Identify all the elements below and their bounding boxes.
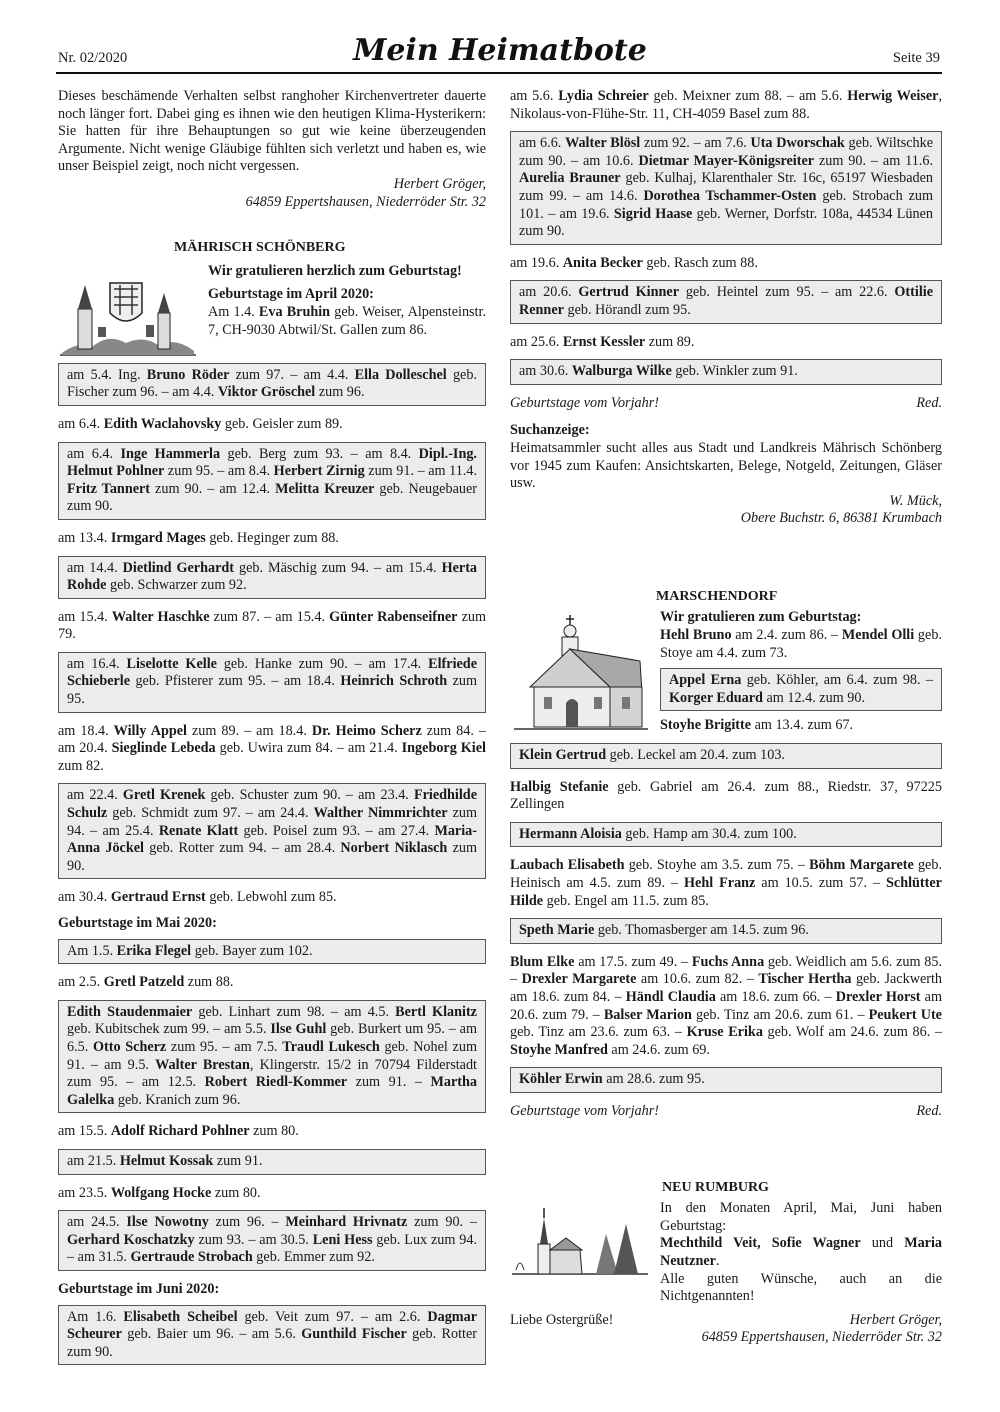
person-name: Bertl Klanitz xyxy=(395,1003,477,1020)
entry-text: , Klingerstr. 15/2 in 70794 Filderstadt zum 95. – am 12.5. xyxy=(67,1056,477,1091)
boxed-birthday-entry xyxy=(58,1210,486,1271)
entry-text: geb. Kranich zum 96. xyxy=(114,1091,241,1108)
person-name: Liselotte Kelle xyxy=(126,655,217,672)
person-name: Bruno Röder xyxy=(146,366,230,383)
entry-text: am 5.6. xyxy=(510,88,559,104)
entry-text: geb. Schwarzer zum 92. xyxy=(106,577,247,594)
person-name: Leni Hess xyxy=(312,1231,373,1248)
person-name: Heinrich Schroth xyxy=(340,673,448,690)
person-name: Sieglinde Lebeda xyxy=(111,740,216,757)
ms-red-signature: Red. xyxy=(916,394,942,411)
ms-june-heading: Geburtstage im Juni 2020: xyxy=(58,1280,220,1297)
entry-text: am 13.4. zum 67. xyxy=(751,717,854,734)
boxed-birthday-entry xyxy=(510,743,942,769)
nr-signature-name: Herbert Gröger, xyxy=(849,1311,942,1328)
entry-text: am 28.6. zum 95. xyxy=(602,1071,705,1088)
person-name: Aurelia Brauner xyxy=(519,170,621,187)
person-name: Robert Riedl-Kommer xyxy=(204,1074,348,1091)
person-name: Böhm Margarete xyxy=(809,857,914,874)
person-name: Edith Waclahovsky xyxy=(103,415,222,432)
person-name: Fuchs Anna xyxy=(691,953,765,970)
boxed-birthday-entry xyxy=(510,359,942,385)
person-name: Dr. Heimo Scherz xyxy=(311,722,422,739)
person-name: Friedhilde Schulz xyxy=(67,787,477,822)
entry-text: am 19.6. xyxy=(510,254,563,271)
entry-text: geb. Winkler zum 91. xyxy=(671,363,798,380)
entry-text: geb. Thomasberger am 14.5. zum 96. xyxy=(594,922,809,939)
entry-text: zum 80. xyxy=(211,1184,261,1201)
boxed-birthday-entry xyxy=(58,783,486,879)
person-name: Eva Bruhin xyxy=(258,303,331,320)
person-name: Traudl Lukesch xyxy=(282,1038,380,1055)
entry-text: am 13.4. xyxy=(58,529,111,546)
boxed-birthday-entry xyxy=(58,1305,486,1366)
entry-text: am 30.6. xyxy=(519,363,572,380)
entry-text: geb. Schmidt zum 97. – am 24.4. xyxy=(107,805,314,822)
entry-text: zum 89. – am 18.4. xyxy=(187,722,312,739)
boxed-birthday-entry xyxy=(58,363,486,406)
entry-text: zum 91. – am 11.4. xyxy=(364,463,477,480)
entry-text: am 14.4. xyxy=(67,559,123,576)
person-name: Edith Staudenmaier xyxy=(67,1003,193,1020)
entry-text: geb. Engel am 11.5. zum 85. xyxy=(543,892,709,909)
person-name: Walther Nimmrichter xyxy=(313,805,448,822)
boxed-birthday-entry xyxy=(510,1067,942,1093)
person-name: Sofie Wagner xyxy=(771,1235,861,1252)
person-name: Händl Claudia xyxy=(625,988,716,1005)
search-ad-heading: Suchanzeige: xyxy=(510,422,590,439)
person-name: Otto Scherz xyxy=(92,1038,167,1055)
person-name: Drexler Margarete xyxy=(521,971,637,988)
entry-text: geb. Weidlich am 5.6. zum 85. – xyxy=(510,953,942,988)
intro-signature-address: 64859 Eppertshausen, Niederröder Str. 32 xyxy=(245,193,486,210)
entry-text: geb. Heinisch am 4.5. zum 89. – xyxy=(510,857,942,891)
entry-text: am 10.5. zum 57. – xyxy=(755,875,887,891)
entry-text: geb. Fischer zum 96. – am 4.4. xyxy=(67,366,477,401)
entry-text: Am 1.6. xyxy=(67,1308,124,1325)
person-name: Stoyhe Manfred xyxy=(510,1041,608,1058)
person-name: Dipl.-Ing. Helmut Pohlner xyxy=(67,445,477,480)
person-name: Herta Rohde xyxy=(67,559,478,594)
ms-section-intro xyxy=(58,263,486,363)
section-title-maehrisch-schoenberg: MÄHRISCH SCHÖNBERG xyxy=(174,240,346,256)
boxed-birthday-entry xyxy=(58,652,486,713)
entry-text: zum 90. – am 12.4. xyxy=(150,480,276,497)
masthead-logo xyxy=(353,26,647,70)
person-name: Ingeborg Kiel xyxy=(401,740,486,757)
person-name: Köhler Erwin xyxy=(519,1071,603,1088)
person-name: Walter Brestan xyxy=(155,1056,250,1073)
entry-text: Am 1.5. xyxy=(67,942,117,959)
entry-text: am 24.5. xyxy=(67,1214,127,1231)
entry-text: geb. Lebwohl zum 85. xyxy=(205,889,337,906)
md-vorjahr-row xyxy=(510,1103,942,1121)
md-red-signature: Red. xyxy=(916,1102,942,1119)
entry-text: zum 89. xyxy=(645,333,695,350)
md-greeting: Wir gratulieren zum Geburtstag: xyxy=(660,609,862,626)
boxed-birthday-entry xyxy=(58,939,486,965)
person-name: Hehl Bruno xyxy=(660,627,732,644)
entry-text: geb. Rotter zum 90. xyxy=(67,1326,477,1360)
entry-text: am 15.4. xyxy=(58,608,112,625)
entry-text: geb. Nohel zum 91. – am 9.5. xyxy=(67,1038,477,1073)
person-name: Ernst Kessler xyxy=(562,333,646,350)
ms-april-heading: Geburtstage im April 2020: xyxy=(208,286,374,303)
person-name: Walter Haschke xyxy=(111,608,210,625)
person-name: Irmgard Mages xyxy=(110,529,206,546)
md-after-entry xyxy=(660,717,942,735)
search-ad-text: Heimatsammler sucht alles aus Stadt und Landkreis Mährisch Schönberg vor 1945 zum Kaufen: Ansichtskarten, Belege, Notgeld, Zeitungen, Gläser usw. xyxy=(510,439,942,492)
person-name: Gerhard Koschatzky xyxy=(67,1231,195,1248)
birthday-entry xyxy=(510,779,942,814)
entry-text: geb. Stoye am 4.4. zum 73. xyxy=(660,627,942,661)
nr-greeting: Liebe Ostergrüße! xyxy=(510,1311,614,1328)
md-first-entry xyxy=(660,627,942,662)
person-name: Drexler Horst xyxy=(835,988,921,1005)
person-name: Herbert Zirnig xyxy=(273,463,365,480)
ms-june-list xyxy=(58,1305,486,1366)
person-name: Gertraude Strobach xyxy=(130,1249,253,1266)
entry-text: und xyxy=(860,1235,905,1252)
nr-names xyxy=(660,1235,942,1270)
person-name: Korger Eduard xyxy=(669,689,763,706)
ms-greeting: Wir gratulieren herzlich zum Geburtstag! xyxy=(208,262,462,279)
entry-text: am 30.4. xyxy=(58,889,111,906)
entry-text: Am 1.4. xyxy=(208,303,259,320)
entry-text: am 22.4. xyxy=(67,787,123,804)
entry-text: zum 93. – am 30.5. xyxy=(194,1231,313,1248)
entry-text: zum 91. xyxy=(213,1152,263,1169)
entry-text: geb. Pfisterer zum 95. – am 18.4. xyxy=(130,673,341,690)
md-boxed-entry xyxy=(660,668,942,711)
masthead-text: Mein Heimatbote xyxy=(353,33,647,68)
right-column xyxy=(510,88,942,1347)
person-name: Balser Marion xyxy=(603,1006,692,1023)
md-greeting-block xyxy=(660,609,942,743)
person-name: Mechthild Veit xyxy=(660,1235,758,1252)
boxed-birthday-entry xyxy=(58,442,486,520)
entry-text: zum 79. xyxy=(58,608,487,643)
person-name: Hermann Aloisia xyxy=(519,825,622,842)
page-number: Seite 39 xyxy=(892,50,940,66)
boxed-birthday-entry xyxy=(510,822,942,848)
birthday-entry xyxy=(510,255,942,273)
search-ad-name: W. Mück, xyxy=(889,492,942,509)
entry-text: geb. Kubitschek zum 99. – am 5.5. xyxy=(67,1021,271,1038)
md-vorjahr-note: Geburtstage vom Vorjahr! xyxy=(510,1102,659,1119)
person-name: Willy Appel xyxy=(113,722,187,739)
header-rule xyxy=(56,72,942,74)
boxed-birthday-entry xyxy=(58,1149,486,1175)
village-illustration-icon xyxy=(510,1200,650,1282)
entry-text: am 2.4. zum 86. – xyxy=(731,627,842,644)
entry-text: am 2.5. xyxy=(58,974,104,991)
entry-text: geb. Uwira zum 84. – am 21.4. xyxy=(215,740,402,757)
ms-may-heading: Geburtstage im Mai 2020: xyxy=(58,915,217,931)
person-name: Renate Klatt xyxy=(158,822,239,839)
entry-text: geb. Rotter zum 94. – am 28.4. xyxy=(143,840,341,857)
person-name: Laubach Elisabeth xyxy=(510,857,625,874)
entry-text: geb. Werner, Dorfstr. 108a, 44534 Lünen zum 90. xyxy=(519,205,933,240)
entry-text: geb. Gabriel am 26.4. zum 88., Riedstr. 37, 97225 Zellingen xyxy=(510,778,942,813)
entry-text: geb. Rasch zum 88. xyxy=(642,254,758,271)
nr-wishes: Alle guten Wünsche, auch an die Nichtgenannten! xyxy=(660,1270,942,1305)
person-name: Dorothea Tschammer-Osten xyxy=(643,187,817,204)
entry-text: zum 80. xyxy=(249,1123,299,1140)
person-name: Appel Erna xyxy=(669,672,742,689)
entry-text: geb. Heginger zum 88. xyxy=(205,529,339,546)
person-name: Maria Neutzner xyxy=(660,1235,943,1269)
entry-text: geb. Burkert um 95. – am 6.5. xyxy=(67,1021,477,1055)
person-name: Martha Galelka xyxy=(67,1074,477,1108)
entry-text: zum 96. – xyxy=(208,1214,286,1231)
entry-text: geb. Weiser, Alpensteinstr. 7, CH-9030 Abtwil/St. Gallen zum 86. xyxy=(208,303,486,338)
person-name: Walter Blösl xyxy=(565,135,641,152)
person-name: Anita Becker xyxy=(562,254,643,271)
entry-text: geb. Lux zum 94. – am 31.5. xyxy=(67,1231,478,1266)
entry-text: geb. Stoyhe am 3.5. zum 75. – xyxy=(624,857,810,874)
entry-text: geb. Jackwerth am 18.6. zum 84. – xyxy=(510,971,943,1005)
person-name: Peukert Ute xyxy=(868,1006,942,1023)
entry-text: am 5.4. Ing. xyxy=(67,366,147,383)
entry-text: am 18.4. xyxy=(58,722,114,739)
intro-paragraph: Dieses beschämende Verhalten selbst ranghoher Kirchenvertreter dauerte noch länger fort. Dabei ging es ihnen wie den heutigen Klima-Hysterikern: Sie hatten für ihre Behauptungen so gut wie keine überzeugenden Argumente. Nicht wenige Gläubige fühlten sich verletzt und haben es, wie unser Beispiel zeigt, noch nicht vergessen. xyxy=(58,88,486,175)
person-name: Melitta Kreuzer xyxy=(275,480,375,497)
person-name: Wolfgang Hocke xyxy=(110,1184,212,1201)
entry-text: geb. Hamp am 30.4. zum 100. xyxy=(621,825,797,842)
birthday-entry xyxy=(58,723,486,776)
entry-text: , Nikolaus-von-Flühe-Str. 11, CH-4059 Basel zum 88. xyxy=(510,88,942,122)
person-name: Meinhard Hrivnatz xyxy=(285,1214,408,1231)
person-name: Adolf Richard Pohlner xyxy=(110,1123,250,1140)
person-name: Uta Dworschak xyxy=(750,135,845,152)
person-name: Günter Rabenseifner xyxy=(329,608,458,625)
entry-text: geb. Hörandl zum 95. xyxy=(563,301,691,318)
person-name: , xyxy=(757,1235,772,1252)
entry-text: geb. Emmer zum 92. xyxy=(252,1249,375,1266)
person-name: Ella Dolleschel xyxy=(354,366,447,383)
birthday-entry xyxy=(58,889,486,907)
entry-text: zum 95. – am 8.4. xyxy=(164,463,274,480)
section-title-marschendorf: MARSCHENDORF xyxy=(656,588,778,604)
person-name: Gertrud Kinner xyxy=(578,284,679,301)
entry-text: geb. Bayer zum 102. xyxy=(191,942,313,959)
entry-text: zum 87. – am 15.4. xyxy=(209,608,330,625)
entry-text: am 6.4. xyxy=(67,445,121,462)
town-illustration-icon xyxy=(58,263,198,363)
entry-text: zum 91. – xyxy=(347,1074,431,1091)
entry-text: zum 90. – xyxy=(407,1214,477,1231)
entry-text: am 20.6. zum 79. – xyxy=(510,988,942,1023)
nr-section xyxy=(510,1200,942,1312)
person-name: Klein Gertrud xyxy=(519,747,607,764)
entry-text: zum 88. xyxy=(184,974,234,991)
birthday-entry xyxy=(58,416,486,434)
entry-text: am 25.6. xyxy=(510,333,563,350)
person-name: Dagmar Scheurer xyxy=(67,1308,478,1343)
birthday-entry xyxy=(510,857,942,910)
entry-text: geb. Leckel am 20.4. zum 103. xyxy=(606,747,785,764)
entry-text: am 12.4. zum 90. xyxy=(762,689,865,706)
birthday-entry xyxy=(58,974,486,992)
entry-text: am 6.6. xyxy=(519,135,566,152)
search-ad-address: Obere Buchstr. 6, 86381 Krumbach xyxy=(740,510,942,527)
entry-text: am 20.6. xyxy=(519,284,579,301)
nr-signature-address: 64859 Eppertshausen, Niederröder Str. 32 xyxy=(701,1329,942,1346)
person-name: Helmut Kossak xyxy=(119,1152,214,1169)
entry-text: geb. Geisler zum 89. xyxy=(221,415,343,432)
entry-text: zum 90. xyxy=(67,840,477,874)
entry-text: geb. Baier um 96. – am 5.6. xyxy=(121,1326,302,1343)
entry-text: geb. Neugebauer zum 90. xyxy=(67,480,477,515)
person-name: Stoyhe Brigitte xyxy=(660,717,752,734)
boxed-birthday-entry xyxy=(510,131,942,245)
person-name: Fritz Tannert xyxy=(67,480,151,497)
entry-text: zum 82. xyxy=(58,757,104,774)
person-name: Schlütter Hilde xyxy=(510,875,942,909)
entry-text: geb. Berg zum 93. – am 8.4. xyxy=(220,445,419,462)
section-title-neu-rumburg: NEU RUMBURG xyxy=(662,1179,769,1195)
person-name: Elisabeth Scheibel xyxy=(123,1308,238,1325)
person-name: Hehl Franz xyxy=(684,875,756,891)
nr-closing-row xyxy=(510,1312,942,1330)
person-name: Maria-Anna Jöckel xyxy=(67,822,477,857)
issue-number: Nr. 02/2020 xyxy=(58,50,128,66)
birthday-entry xyxy=(58,1123,486,1141)
birthday-entry xyxy=(58,1185,486,1203)
person-name: Blum Elke xyxy=(510,953,575,970)
person-name: Norbert Niklasch xyxy=(340,840,448,857)
nr-text xyxy=(660,1200,942,1312)
boxed-birthday-entry xyxy=(510,918,942,944)
person-name: Ottilie Renner xyxy=(519,284,933,318)
md-section-intro xyxy=(510,609,942,743)
entry-text: am 15.5. xyxy=(58,1123,111,1140)
boxed-birthday-entry xyxy=(58,556,486,599)
entry-text: zum 90. – am 11.6. xyxy=(814,152,933,169)
entry-text: geb. Tinz am 20.6. zum 61. – xyxy=(691,1006,869,1023)
entry-text: zum 95. – am 7.5. xyxy=(166,1038,283,1055)
entry-text: geb. Heintel zum 95. – am 22.6. xyxy=(679,284,895,301)
ms-april-first-entry xyxy=(208,304,486,339)
entry-text: geb. Veit zum 97. – am 2.6. xyxy=(237,1308,428,1325)
entry-text: geb. Mäschig zum 94. – am 15.4. xyxy=(234,559,442,576)
entry-text: geb. Schuster zum 90. – am 23.4. xyxy=(205,787,414,804)
entry-text: zum 94. – am 25.4. xyxy=(67,805,477,839)
person-name: Walburga Wilke xyxy=(571,363,672,380)
person-name: Viktor Gröschel xyxy=(217,384,316,401)
entry-text: am 23.5. xyxy=(58,1184,111,1201)
entry-text: zum 84. – am 20.4. xyxy=(58,722,486,757)
entry-text: zum 96. xyxy=(315,384,365,401)
left-column xyxy=(58,88,486,1375)
entry-text: geb. Tinz am 23.6. zum 63. – xyxy=(510,1024,687,1041)
boxed-birthday-entry xyxy=(58,1000,486,1114)
entry-text: am 6.4. xyxy=(58,415,104,432)
ms-april-intro xyxy=(208,263,486,363)
md-list xyxy=(510,743,942,1093)
person-name: Gunthild Fischer xyxy=(301,1326,407,1343)
entry-text: . xyxy=(715,1252,720,1269)
person-name: Mendel Olli xyxy=(841,627,915,644)
person-name: Tischer Hertha xyxy=(758,971,852,988)
person-name: Herwig Weiser xyxy=(847,88,939,104)
entry-text: am 16.4. xyxy=(67,655,127,672)
person-name: Ilse Nowotny xyxy=(126,1214,209,1231)
entry-text: am 24.6. zum 69. xyxy=(607,1041,710,1058)
entry-text: zum 92. – am 7.6. xyxy=(640,135,751,152)
person-name: Ilse Guhl xyxy=(270,1021,327,1038)
entry-text: geb. Poisel zum 93. – am 27.4. xyxy=(238,822,435,839)
person-name: Halbig Stefanie xyxy=(510,778,609,795)
ms-vorjahr-row xyxy=(510,395,942,413)
entry-text: geb. Kulhaj, Klarenthaler Str. 16c, 65197 Wiesbaden zum 99. – am 14.6. xyxy=(519,170,933,204)
entry-text: zum 97. – am 4.4. xyxy=(229,366,355,383)
person-name: Inge Hammerla xyxy=(120,445,221,462)
entry-text: zum 95. xyxy=(67,673,478,708)
person-name: Erika Flegel xyxy=(116,942,192,959)
birthday-entry xyxy=(510,954,942,1060)
ms-may-list xyxy=(58,939,486,1271)
person-name: Speth Marie xyxy=(519,922,595,939)
entry-text: geb. Hanke zum 90. – am 17.4. xyxy=(216,655,429,672)
entry-text: geb. Wolf am 24.6. zum 86. – xyxy=(762,1024,942,1041)
ms-june-continued-list xyxy=(510,88,942,385)
birthday-entry xyxy=(58,530,486,548)
person-name: Gertraud Ernst xyxy=(110,889,206,906)
entry-text: geb. Meixner zum 88. – am 5.6. xyxy=(648,88,848,104)
entry-text: geb. Linhart zum 98. – am 4.5. xyxy=(192,1003,396,1020)
entry-text: geb. Strobach zum 101. – am 19.6. xyxy=(519,187,933,222)
person-name: Sigrid Haase xyxy=(613,205,693,222)
entry-text: am 17.5. zum 49. – xyxy=(574,953,692,970)
entry-text: am 10.6. zum 82. – xyxy=(636,971,759,988)
ms-april-list xyxy=(58,363,486,907)
ms-vorjahr-note: Geburtstage vom Vorjahr! xyxy=(510,394,659,411)
person-name: Gretl Krenek xyxy=(122,787,206,804)
person-name: Dietmar Mayer-Königsreiter xyxy=(638,152,815,169)
birthday-entry xyxy=(510,334,942,352)
boxed-birthday-entry xyxy=(510,280,942,323)
person-name: Gretl Patzeld xyxy=(103,974,185,991)
person-name: Kruse Erika xyxy=(686,1024,763,1041)
nr-intro: In den Monaten April, Mai, Juni haben Geburtstag: xyxy=(660,1200,942,1234)
person-name: Elfriede Schieberle xyxy=(67,655,477,690)
person-name: Lydia Schreier xyxy=(558,88,649,104)
entry-text: am 18.6. zum 66. – xyxy=(715,988,836,1005)
church-illustration-icon xyxy=(510,609,650,739)
person-name: Dietlind Gerhardt xyxy=(122,559,235,576)
birthday-entry xyxy=(510,88,942,123)
entry-text: geb. Köhler, am 6.4. zum 98. – xyxy=(741,672,933,689)
entry-text: am 21.5. xyxy=(67,1152,120,1169)
entry-text: geb. Wiltschke zum 90. – am 10.6. xyxy=(519,135,933,169)
birthday-entry xyxy=(58,609,486,644)
intro-signature-name: Herbert Gröger, xyxy=(393,175,486,192)
